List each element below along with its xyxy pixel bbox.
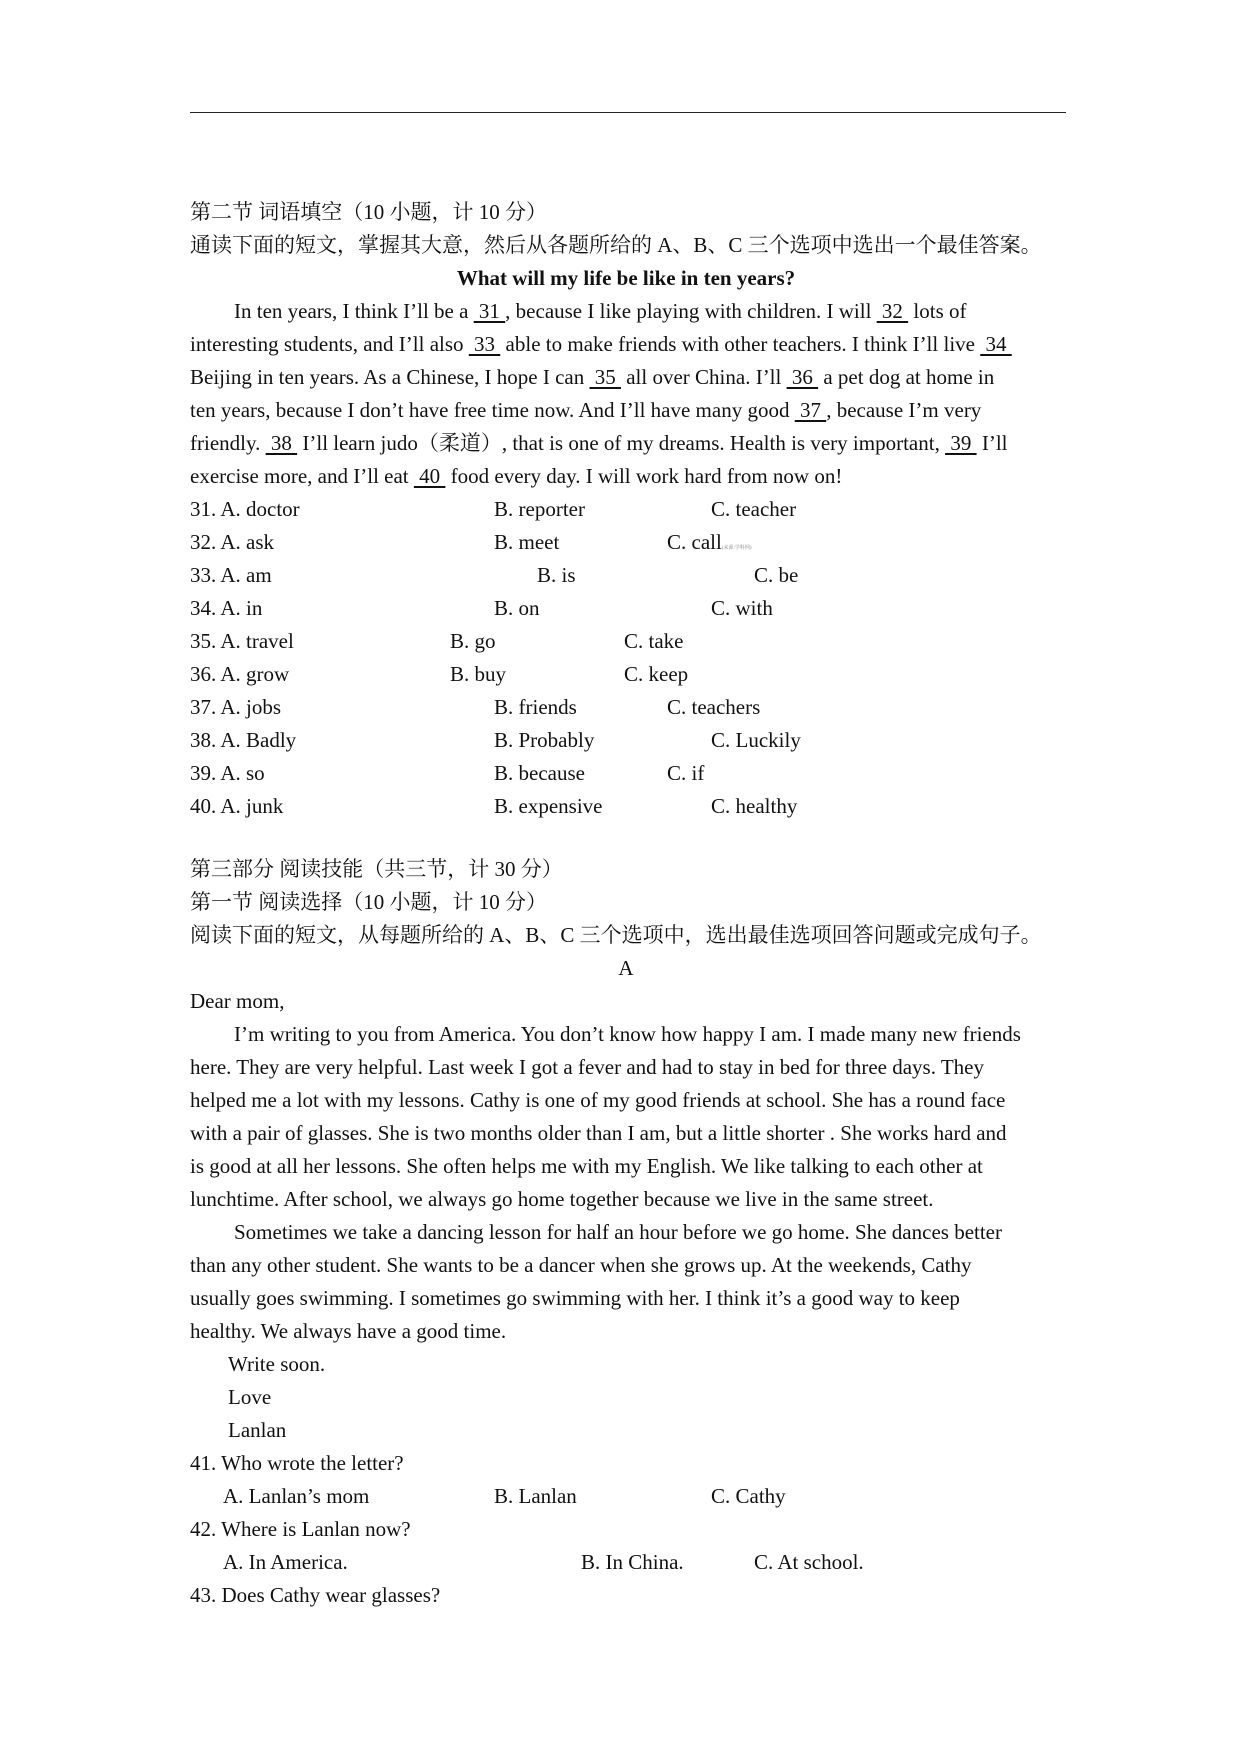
- option-a: 36. A. grow: [190, 662, 290, 686]
- option-b: B. buy: [450, 662, 507, 686]
- passage-text: friendly.: [190, 431, 266, 455]
- option-b: B. friends: [494, 695, 577, 719]
- option-c: C. Luckily: [711, 728, 801, 752]
- question-row: [190, 790, 1070, 823]
- letter-closing: Write soon.: [228, 1352, 326, 1376]
- option-b: B. Probably: [494, 728, 595, 752]
- cloze-questions: [190, 493, 1070, 823]
- option-a: 37. A. jobs: [190, 695, 282, 719]
- question-stem: 42. Where is Lanlan now?: [190, 1517, 411, 1541]
- option-b: B. expensive: [494, 794, 603, 818]
- question-row: [190, 691, 1070, 724]
- option-a: A. Lanlan’s mom: [223, 1484, 370, 1508]
- passage-label: A: [618, 956, 634, 980]
- option-c: C. At school.: [754, 1550, 864, 1574]
- question-row: [190, 658, 1070, 691]
- question-row: [190, 1546, 1070, 1579]
- option-b: B. go: [450, 629, 496, 653]
- letter-line: usually goes swimming. I sometimes go swimming with her. I think it’s a good way to keep: [190, 1286, 960, 1310]
- passage-text: In ten years, I think I’ll be a: [234, 299, 474, 323]
- option-c: C. if: [667, 761, 705, 785]
- option-c: C. Cathy: [711, 1484, 786, 1508]
- part3-instruction: 阅读下面的短文，从每题所给的 A、B、C 三个选项中，选出最佳选项回答问题或完成句子。: [190, 923, 1042, 947]
- part3-section1-heading: 第一节 阅读选择（10 小题，计 10 分）: [190, 890, 547, 914]
- option-c: C. call: [667, 530, 722, 554]
- passage-text: ten years, because I don’t have free time now. And I’ll have many good: [190, 398, 795, 422]
- answer-blank: 39: [945, 431, 977, 455]
- question-row: [190, 724, 1070, 757]
- passage-line: [190, 328, 1070, 361]
- passage-text: a pet dog at home in: [818, 365, 995, 389]
- passage-line: [190, 361, 1070, 394]
- option-b: B. In China.: [581, 1550, 684, 1574]
- question-row: [190, 1480, 1070, 1513]
- passage-text: lots of: [908, 299, 967, 323]
- answer-blank: 35: [589, 365, 621, 389]
- letter-paragraph-1: [190, 1018, 1070, 1216]
- option-c: C. take: [624, 629, 684, 653]
- option-c: C. teachers: [667, 695, 761, 719]
- answer-blank: 33: [468, 332, 501, 356]
- option-a: A. In America.: [223, 1550, 348, 1574]
- question-row: [190, 493, 1070, 526]
- source-mark: (来源:学科网): [721, 546, 752, 551]
- option-b: B. meet: [494, 530, 560, 554]
- question-row: [190, 625, 1070, 658]
- option-c: C. with: [711, 596, 773, 620]
- passage-text: , because I’m very: [826, 398, 982, 422]
- question-row: [190, 757, 1070, 790]
- option-a: 39. A. so: [190, 761, 265, 785]
- part3-heading: 第三部分 阅读技能（共三节，计 30 分）: [190, 857, 563, 881]
- option-a: 40. A. junk: [190, 794, 284, 818]
- passage-text: , because I like playing with children. I will: [505, 299, 877, 323]
- question-stem: 41. Who wrote the letter?: [190, 1451, 404, 1475]
- option-a: 33. A. am: [190, 563, 272, 587]
- letter-line: Sometimes we take a dancing lesson for half an hour before we go home. She dances better: [234, 1220, 1002, 1244]
- letter-salutation: Dear mom,: [190, 989, 285, 1013]
- option-b: B. because: [494, 761, 585, 785]
- option-a: 35. A. travel: [190, 629, 294, 653]
- passage-text: able to make friends with other teachers. I think I’ll live: [500, 332, 981, 356]
- letter-line: is good at all her lessons. She often helps me with my English. We like talking to each other at: [190, 1154, 983, 1178]
- option-b: B. Lanlan: [494, 1484, 577, 1508]
- question-row: [190, 526, 1070, 559]
- answer-blank: 38: [265, 431, 298, 455]
- option-b: B. reporter: [494, 497, 585, 521]
- letter-line: helped me a lot with my lessons. Cathy is one of my good friends at school. She has a round face: [190, 1088, 1006, 1112]
- answer-blank: 34: [980, 332, 1012, 356]
- passage-title: What will my life be like in ten years?: [456, 266, 796, 290]
- letter-closing: Love: [228, 1385, 272, 1409]
- option-c: C. teacher: [711, 497, 797, 521]
- option-b: B. is: [537, 563, 576, 587]
- passage-text: food every day. I will work hard from now on!: [445, 464, 843, 488]
- header-rule: [190, 112, 1066, 113]
- option-a: 31. A. doctor: [190, 497, 300, 521]
- passage-text: interesting students, and I’ll also: [190, 332, 469, 356]
- passage-text: exercise more, and I’ll eat: [190, 464, 414, 488]
- cloze-passage: [190, 295, 1070, 493]
- spacer: [190, 823, 1070, 853]
- answer-blank: 36: [786, 365, 819, 389]
- option-a: 34. A. in: [190, 596, 263, 620]
- question-row: [190, 592, 1070, 625]
- option-a: 32. A. ask: [190, 530, 274, 554]
- passage-text: I’ll learn judo（柔道）, that is one of my dreams. Health is very important,: [297, 431, 946, 455]
- letter-line: healthy. We always have a good time.: [190, 1319, 507, 1343]
- answer-blank: 40: [413, 464, 446, 488]
- option-c: C. be: [754, 563, 799, 587]
- option-a: 38. A. Badly: [190, 728, 297, 752]
- passage-line: [190, 427, 1070, 460]
- letter-line: lunchtime. After school, we always go home together because we live in the same street.: [190, 1187, 934, 1211]
- passage-text: all over China. I’ll: [620, 365, 787, 389]
- letter-paragraph-2: [190, 1216, 1070, 1348]
- answer-blank: 31: [473, 299, 506, 323]
- passage-text: I’ll: [976, 431, 1008, 455]
- letter-line: here. They are very helpful. Last week I got a fever and had to stay in bed for three days. They: [190, 1055, 985, 1079]
- option-c: C. keep: [624, 662, 689, 686]
- letter-line: than any other student. She wants to be a dancer when she grows up. At the weekends, Cathy: [190, 1253, 972, 1277]
- section2-instruction: 通读下面的短文，掌握其大意，然后从各题所给的 A、B、C 三个选项中选出一个最佳答案。: [190, 233, 1042, 257]
- answer-blank: 32: [876, 299, 909, 323]
- question-stem: 43. Does Cathy wear glasses?: [190, 1583, 441, 1607]
- passage-line: [190, 295, 1070, 328]
- letter-signature: Lanlan: [228, 1418, 287, 1442]
- question-row: [190, 559, 1070, 592]
- section2-heading: 第二节 词语填空（10 小题，计 10 分）: [190, 200, 547, 224]
- option-c: C. healthy: [711, 794, 798, 818]
- passage-text: Beijing in ten years. As a Chinese, I hope I can: [190, 365, 590, 389]
- passage-line: [190, 460, 1070, 493]
- exam-page: [190, 196, 1070, 1612]
- letter-line: with a pair of glasses. She is two months older than I am, but a little shorter . She works hard and: [190, 1121, 1007, 1145]
- letter-line: I’m writing to you from America. You don’t know how happy I am. I made many new friends: [234, 1022, 1021, 1046]
- option-b: B. on: [494, 596, 540, 620]
- passage-line: [190, 394, 1070, 427]
- answer-blank: 37: [794, 398, 827, 422]
